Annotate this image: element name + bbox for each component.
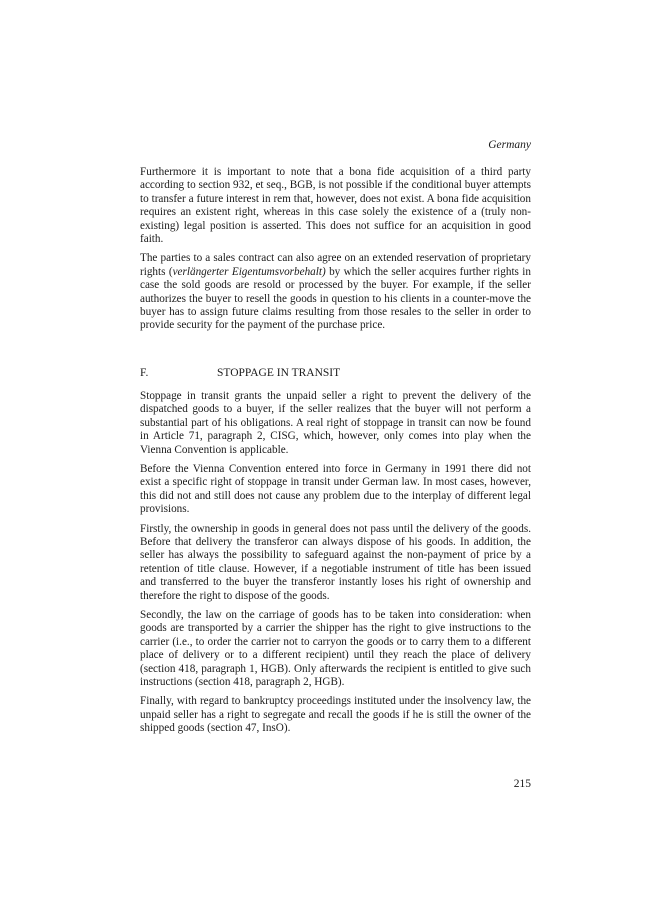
paragraph-finally-bankruptcy: Finally, with regard to bankruptcy proceedings instituted under the insolvency law, the unpaid seller has a right to segregate and recall the goods if he is still the owner of the shipped goods (section 47, InsO). [140, 695, 531, 735]
body-text [140, 166, 531, 742]
running-head: Germany [488, 139, 531, 151]
paragraph-stoppage-definition: Stoppage in transit grants the unpaid seller a right to prevent the delivery of the dispatched goods to a buyer, if the seller realizes that the buyer will not perform a substantial part of his obligations. A real right of stoppage in transit can now be found in Article 71, paragraph 2, CISG, which, however, only comes into play when the Vienna Convention is applicable. [140, 389, 531, 456]
section-title: STOPPAGE IN TRANSIT [217, 366, 341, 379]
paragraph-before-vienna-convention: Before the Vienna Convention entered into force in Germany in 1991 there did not exist a specific right of stoppage in transit under German law. In most cases, however, this did not and still does not cause any problem due to the interplay of different legal provisions. [140, 462, 531, 516]
section-heading [140, 366, 531, 380]
paragraph-firstly-ownership: Firstly, the ownership in goods in general does not pass until the delivery of the goods. Before that delivery the transferor can always dispose of his goods. In addition, the seller has always the possibility to safeguard against the non-payment of price by a retention of title clause. However, if a negotiable instrument of title has been issued and transferred to the buyer the transferor instantly loses his right of ownership and therefore the right to dispose of the goods. [140, 522, 531, 602]
paragraph-extended-reservation [140, 252, 531, 332]
paragraph-secondly-carriage: Secondly, the law on the carriage of goods has to be taken into consideration: when goods are transported by a carrier the shipper has the right to give instructions to the carrier (i.e., to order the carrier not to carryon the goods or to carry them to a different place of delivery or to a different recipient) until they reach the place of delivery (section 418, paragraph 1, HGB). Only afterwards the recipient is entitled to give such instructions (section 418, paragraph 2, HGB). [140, 608, 531, 688]
paragraph-text-end: by which the seller acquires further rights in case the sold goods are resold or processed by the buyer. For example, if the seller authorizes the buyer to resell the goods in question to his clients in a counter-move the buyer has to assign future claims resulting from those resales to the seller in order to provide security for the payment of the purchase price. [140, 265, 531, 332]
page-number: 215 [513, 778, 531, 790]
section-number: F. [140, 366, 149, 379]
italic-term: verlängerter Eigentumsvorbehalt) [172, 265, 326, 278]
paragraph-bona-fide-acquisition: Furthermore it is important to note that a bona fide acquisition of a third party according to section 932, et seq., BGB, is not possible if the conditional buyer attempts to transfer a future interest in rem that, however, does not exist. A bona fide acquisition requires an existent right, whereas in this case solely the existence of a (truly non-existing) legal position is asserted. This does not suffice for an acquisition in good faith. [140, 166, 531, 246]
paragraph-text-start: The parties to a sales contract can also agree on an extended reservation of proprietary rights ( [140, 252, 531, 278]
